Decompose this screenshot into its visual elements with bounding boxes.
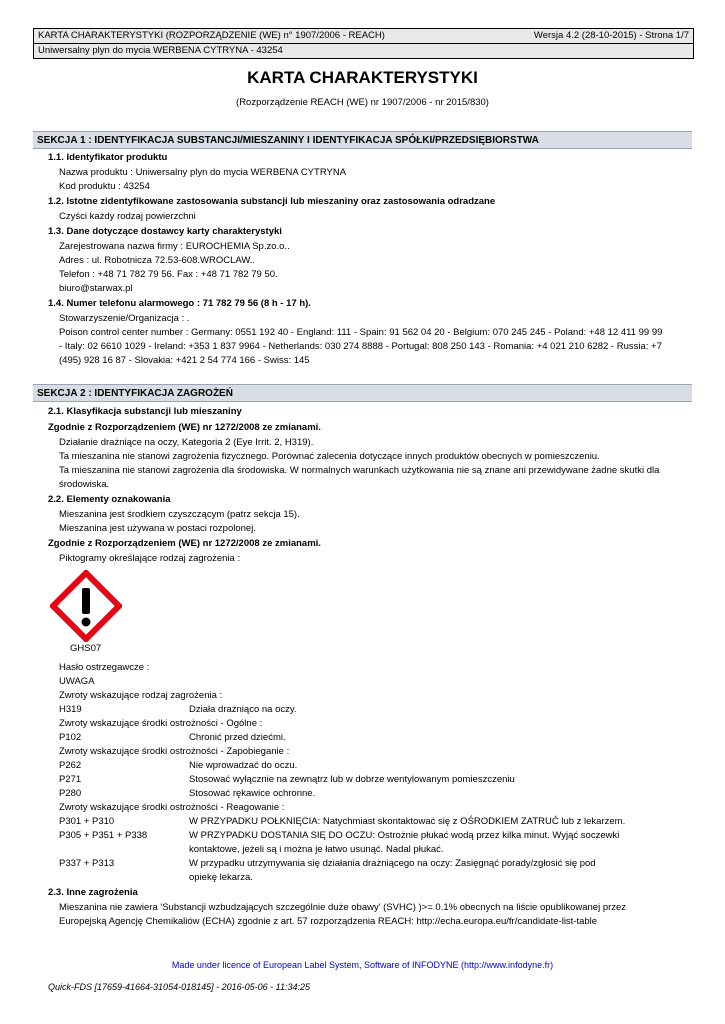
other-hazards-2: Europejską Agencję Chemikaliów (ECHA) zgodnie z art. 57 rozporządzenia REACH: http://echa.europa.eu/fr/candidate-list-table bbox=[59, 916, 598, 927]
regulation-note-2: Zgodnie z Rozporządzeniem (WE) nr 1272/2008 ze zmianami. bbox=[48, 538, 321, 549]
s2-1-heading: 2.1. Klasyfikacja substancji lub mieszaniny bbox=[48, 406, 242, 417]
header-regulation: KARTA CHARAKTERYSTYKI (ROZPORZĄDZENIE (WE) n° 1907/2006 - REACH) bbox=[38, 30, 385, 41]
header-product: Uniwersalny plyn do mycia WERBENA CYTRYNA - 43254 bbox=[38, 45, 283, 56]
other-hazards-1: Mieszanina nie zawiera 'Substancji wzbudzających szczególnie duże obawy' (SVHC) )>= 0.1% obecnych na liście opublikowanej przez bbox=[59, 902, 627, 913]
document-header bbox=[33, 28, 694, 59]
label-element-1: Mieszanina jest środkiem czyszczącym (patrz sekcja 15). bbox=[59, 509, 300, 520]
h319-code: H319 bbox=[59, 704, 82, 715]
document-id: Quick-FDS [17659-41664-31054-018145] - 2016-05-06 - 11:34:25 bbox=[48, 982, 311, 992]
regulation-note-1: Zgodnie z Rozporządzeniem (WE) nr 1272/2008 ze zmianami. bbox=[48, 422, 321, 433]
p305-text-2: kontaktowe, jeżeli są i można je łatwo usunąć. Nadal płukać. bbox=[189, 844, 444, 855]
header-row-1 bbox=[34, 29, 693, 43]
poison-line-2: - Italy: 02 6610 1029 - Ireland: +353 1 837 9964 - Netherlands: 030 274 8888 - Portugal: 808 250 143 - Romania: +4 021 210 6282 - Russia: +7 bbox=[59, 341, 662, 352]
p271-code: P271 bbox=[59, 774, 82, 785]
ghs07-exclamation-icon bbox=[50, 570, 122, 642]
product-code: Kod produktu : 43254 bbox=[59, 181, 150, 192]
classification-3b: środowiska. bbox=[59, 479, 110, 490]
section-1-heading: SEKCJA 1 : IDENTYFIKACJA SUBSTANCJI/MIESZANINY I IDENTYFIKACJA SPÓŁKI/PRZEDSIĘBIORSTWA bbox=[33, 131, 692, 149]
s1-3-heading: 1.3. Dane dotyczące dostawcy karty charakterystyki bbox=[48, 226, 282, 237]
p262-text: Nie wprowadzać do oczu. bbox=[189, 760, 298, 771]
licence-link[interactable]: Made under licence of European Label System, Software of INFODYNE (http://www.infodyne.fr) bbox=[171, 960, 554, 970]
document-title: KARTA CHARAKTERYSTYKI bbox=[247, 68, 478, 87]
supplier-address: Adres : ul. Robotnicza 72.53-608.WROCLAW.. bbox=[59, 255, 256, 266]
p280-code: P280 bbox=[59, 788, 82, 799]
p301-text: W PRZYPADKU POŁKNIĘCIA: Natychmiast skontaktować się z OŚRODKIEM ZATRUĆ lub z lekarzem. bbox=[189, 816, 626, 827]
p280-text: Stosować rękawice ochronne. bbox=[189, 788, 316, 799]
section-2-heading: SEKCJA 2 : IDENTYFIKACJA ZAGROŻEŃ bbox=[33, 384, 692, 402]
supplier-phone: Telefon : +48 71 782 79 56. Fax : +48 71 782 79 50. bbox=[59, 269, 278, 280]
p102-text: Chronić przed dziećmi. bbox=[189, 732, 286, 743]
p305-code: P305 + P351 + P338 bbox=[59, 830, 148, 841]
hazard-statements-label: Zwroty wskazujące rodzaj zagrożenia : bbox=[59, 690, 223, 701]
p262-code: P262 bbox=[59, 760, 82, 771]
header-version-page: Wersja 4.2 (28-10-2015) - Strona 1/7 bbox=[533, 30, 689, 41]
ghs-code: GHS07 bbox=[70, 643, 102, 654]
signal-word: UWAGA bbox=[59, 676, 95, 687]
supplier-email[interactable]: biuro@starwax.pl bbox=[59, 283, 133, 294]
classification-2: Ta mieszanina nie stanowi zagrożenia fizycznego. Porównać zalecenia dotyczące innych produktów obecnych w pomieszczeniu. bbox=[59, 451, 600, 462]
product-name: Nazwa produktu : Uniwersalny plyn do mycia WERBENA CYTRYNA bbox=[59, 167, 347, 178]
p337-text-1: W przypadku utrzymywania się działania drażniącego na oczy: Zasięgnąć porady/zgłosić się pod bbox=[189, 858, 596, 869]
p337-text-2: opiekę lekarza. bbox=[189, 872, 253, 883]
organisation: Stowarzyszenie/Organizacja : . bbox=[59, 313, 190, 324]
document-subtitle: (Rozporządzenie REACH (WE) nr 1907/2006 - nr 2015/830) bbox=[236, 97, 489, 108]
s1-4-heading: 1.4. Numer telefonu alarmowego : 71 782 79 56 (8 h - 17 h). bbox=[48, 298, 311, 309]
supplier-firm: Zarejestrowana nazwa firmy : EUROCHEMIA Sp.zo.o.. bbox=[59, 241, 290, 252]
classification-3a: Ta mieszanina nie stanowi zagrożenia dla środowiska. W normalnych warunkach użytkowania nie są znane ani przewidywane żadne skutki dla bbox=[59, 465, 660, 476]
p271-text: Stosować wyłącznie na zewnątrz lub w dobrze wentylowanym pomieszczeniu bbox=[189, 774, 515, 785]
p102-code: P102 bbox=[59, 732, 82, 743]
poison-line-1: Poison control center number : Germany: 0551 192 40 - England: 111 - Spain: 91 562 04 20 - Belgium: 070 245 245 - Poland: +48 12 411 99 99 bbox=[59, 327, 663, 338]
s1-1-heading: 1.1. Identyfikator produktu bbox=[48, 152, 168, 163]
pictogram-label: Piktogramy określające rodzaj zagrożenia : bbox=[59, 553, 241, 564]
s2-3-heading: 2.3. Inne zagrożenia bbox=[48, 887, 138, 898]
product-use: Czyści każdy rodzaj powierzchni bbox=[59, 211, 196, 222]
p301-code: P301 + P310 bbox=[59, 816, 115, 827]
p305-text-1: W PRZYPADKU DOSTANIA SIĘ DO OCZU: Ostrożnie płukać wodą przez kilka minut. Wyjąć soczewki bbox=[189, 830, 620, 841]
general-precautions-label: Zwroty wskazujące środki ostrożności - Ogólne : bbox=[59, 718, 263, 729]
prevention-label: Zwroty wskazujące środki ostrożności - Zapobieganie : bbox=[59, 746, 290, 757]
response-label: Zwroty wskazujące środki ostrożności - Reagowanie : bbox=[59, 802, 285, 813]
classification-1: Działanie drażniące na oczy, Kategoria 2 (Eye Irrit. 2, H319). bbox=[59, 437, 314, 448]
label-element-2: Mieszanina jest używana w postaci rozpolonej. bbox=[59, 523, 256, 534]
h319-text: Działa drażniąco na oczy. bbox=[189, 704, 297, 715]
signal-word-label: Hasło ostrzegawcze : bbox=[59, 662, 150, 673]
p337-code: P337 + P313 bbox=[59, 858, 115, 869]
poison-line-3: (495) 928 16 87 - Slovakia: +421 2 54 774 166 - Swiss: 145 bbox=[59, 355, 310, 366]
header-row-2 bbox=[34, 43, 693, 58]
s1-2-heading: 1.2. Istotne zidentyfikowane zastosowania substancji lub mieszaniny oraz zastosowania odradzane bbox=[48, 196, 496, 207]
s2-2-heading: 2.2. Elementy oznakowania bbox=[48, 494, 171, 505]
